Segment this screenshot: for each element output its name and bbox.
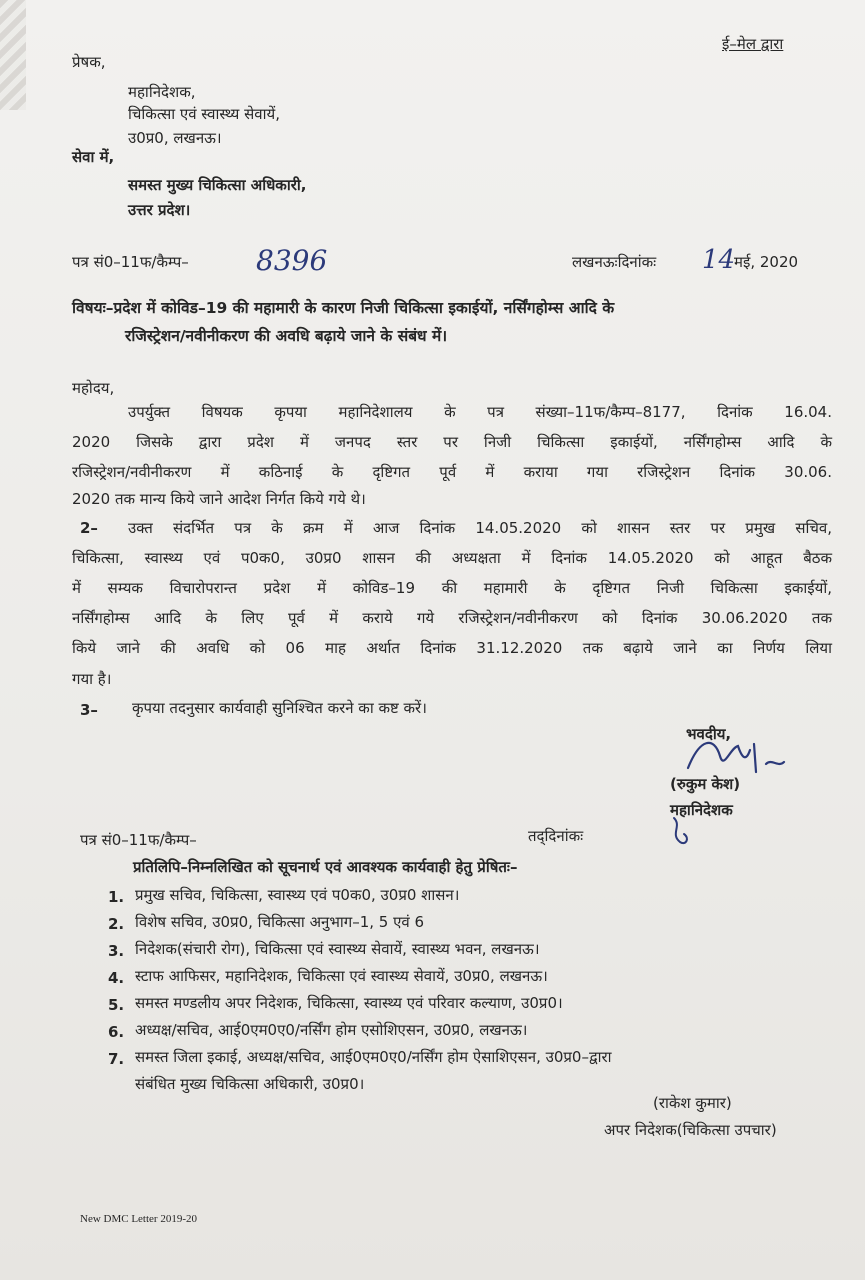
date-suffix: मई, 2020 — [734, 253, 799, 271]
copy-item-continuation: संबंधित मुख्य चिकित्सा अधिकारी, उ0प्र0। — [135, 1075, 365, 1093]
copy-item-text: प्रमुख सचिव, चिकित्सा, स्वास्थ्य एवं प0क0, उ0प्र0 शासन। — [135, 886, 460, 904]
paragraph-2-line: किये जाने की अवधि को 06 माह अर्थात दिनांक 31.12.2020 तक बढ़ाये जाने का निर्णय लिया — [72, 639, 832, 657]
copy-letter-number: पत्र सं0–11फ/कैम्प– — [80, 831, 197, 849]
paragraph-2-line: गया है। — [72, 670, 112, 688]
email-note: ई–मेल द्वारा — [722, 35, 784, 53]
copy-item-text: स्टाफ आफिसर, महानिदेशक, चिकित्सा एवं स्वास्थ्य सेवायें, उ0प्र0, लखनऊ। — [135, 967, 548, 985]
copy-item-text: अध्यक्ष/सचिव, आई0एम0ए0/नर्सिंग होम एसोशिएसन, उ0प्र0, लखनऊ। — [135, 1021, 528, 1039]
salutation: महोदय, — [72, 379, 115, 397]
copy-intro: प्रतिलिपि–निम्नलिखित को सूचनार्थ एवं आवश्यक कार्यवाही हेतु प्रेषितः– — [133, 858, 518, 876]
signatory-2-title: अपर निदेशक(चिकित्सा उपचार) — [604, 1121, 777, 1139]
copy-date-label: तद्‌दिनांकः — [528, 827, 584, 845]
copy-item-number: 2. — [108, 915, 125, 933]
signatory-name: (रुकुम केश) — [670, 775, 741, 793]
copy-item-text: निदेशक(संचारी रोग), चिकित्सा एवं स्वास्थ्य सेवायें, स्वास्थ्य भवन, लखनऊ। — [135, 940, 540, 958]
paragraph-2-number: 2– — [80, 519, 98, 537]
recipient-line: उत्तर प्रदेश। — [128, 201, 191, 219]
signatory-2-name: (राकेश कुमार) — [653, 1094, 732, 1112]
recipient-label: सेवा में, — [72, 148, 115, 166]
sender-label: प्रेषक, — [72, 53, 106, 71]
signatory-title: महानिदेशक — [670, 801, 733, 819]
copy-item-number: 7. — [108, 1050, 125, 1068]
sender-line: उ0प्र0, लखनऊ। — [128, 129, 222, 147]
copy-item-number: 5. — [108, 996, 125, 1014]
footer-label: New DMC Letter 2019-20 — [80, 1213, 198, 1225]
copy-item-number: 4. — [108, 969, 125, 987]
recipient-line: समस्त मुख्य चिकित्सा अधिकारी, — [128, 176, 307, 194]
copy-item-text: विशेष सचिव, उ0प्र0, चिकित्सा अनुभाग–1, 5 एवं 6 — [135, 913, 425, 931]
subject-line: विषयः–प्रदेश में कोविड–19 की महामारी के कारण निजी चिकित्सा इकाईयों, नर्सिंगहोम्स आदि के — [72, 299, 615, 317]
paragraph-2-line: में सम्यक विचारोपरान्त प्रदेश में कोविड–19 की महामारी के दृष्टिगत निजी चिकित्सा इकाईयों, — [72, 579, 832, 597]
paragraph-1-line: 2020 जिसके द्वारा प्रदेश में जनपद स्तर पर निजी चिकित्सा इकाईयों, नर्सिंगहोम्स आदि के — [72, 433, 832, 451]
copy-item-number: 1. — [108, 888, 125, 906]
copy-item-number: 3. — [108, 942, 125, 960]
page-edge — [0, 0, 26, 110]
subject-line: रजिस्ट्रेशन/नवीनीकरण की अवधि बढ़ाये जाने के संबंध में। — [125, 327, 448, 345]
date-label: लखनऊःदिनांकः — [572, 253, 657, 271]
copy-item-text: समस्त मण्डलीय अपर निदेशक, चिकित्सा, स्वास्थ्य एवं परिवार कल्याण, उ0प्र0। — [135, 994, 563, 1012]
paragraph-1-line: रजिस्ट्रेशन/नवीनीकरण में कठिनाई के दृष्टिगत पूर्व में कराया गया रजिस्ट्रेशन दिनांक 30.06. — [72, 463, 832, 481]
paragraph-2-line: चिकित्सा, स्वास्थ्य एवं प0क0, उ0प्र0 शासन की अध्यक्षता में दिनांक 14.05.2020 को आहूत बैठक — [72, 549, 832, 567]
letter-number-label: पत्र सं0–11फ/कैम्प– — [72, 253, 189, 271]
initial-mark — [660, 812, 710, 852]
paragraph-3-number: 3– — [80, 701, 98, 719]
paragraph-3-text: कृपया तदनुसार कार्यवाही सुनिश्चित करने का कष्ट करें। — [132, 699, 427, 717]
paragraph-2-line: नर्सिंगहोम्स आदि के लिए पूर्व में कराये गये रजिस्ट्रेशन/नवीनीकरण को दिनांक 30.06.2020 तक — [72, 609, 832, 627]
closing: भवदीय, — [686, 725, 732, 743]
sender-line: चिकित्सा एवं स्वास्थ्य सेवायें, — [128, 105, 280, 123]
paragraph-2-line: उक्त संदर्भित पत्र के क्रम में आज दिनांक 14.05.2020 को शासन स्तर पर प्रमुख सचिव, — [128, 519, 832, 537]
date-handwritten: 14 — [702, 245, 736, 275]
sender-line: महानिदेशक, — [128, 83, 196, 101]
copy-item-text: समस्त जिला इकाई, अध्यक्ष/सचिव, आई0एम0ए0/नर्सिंग होम ऐसाशिएसन, उ0प्र0–द्वारा — [135, 1048, 612, 1066]
paragraph-1-line: 2020 तक मान्य किये जाने आदेश निर्गत किये गये थे। — [72, 490, 366, 508]
paragraph-1-line: उपर्युक्त विषयक कृपया महानिदेशालय के पत्र संख्या–11फ/कैम्प–8177, दिनांक 16.04. — [128, 403, 832, 421]
letter-number-handwritten: 8396 — [256, 244, 328, 277]
copy-item-number: 6. — [108, 1023, 125, 1041]
